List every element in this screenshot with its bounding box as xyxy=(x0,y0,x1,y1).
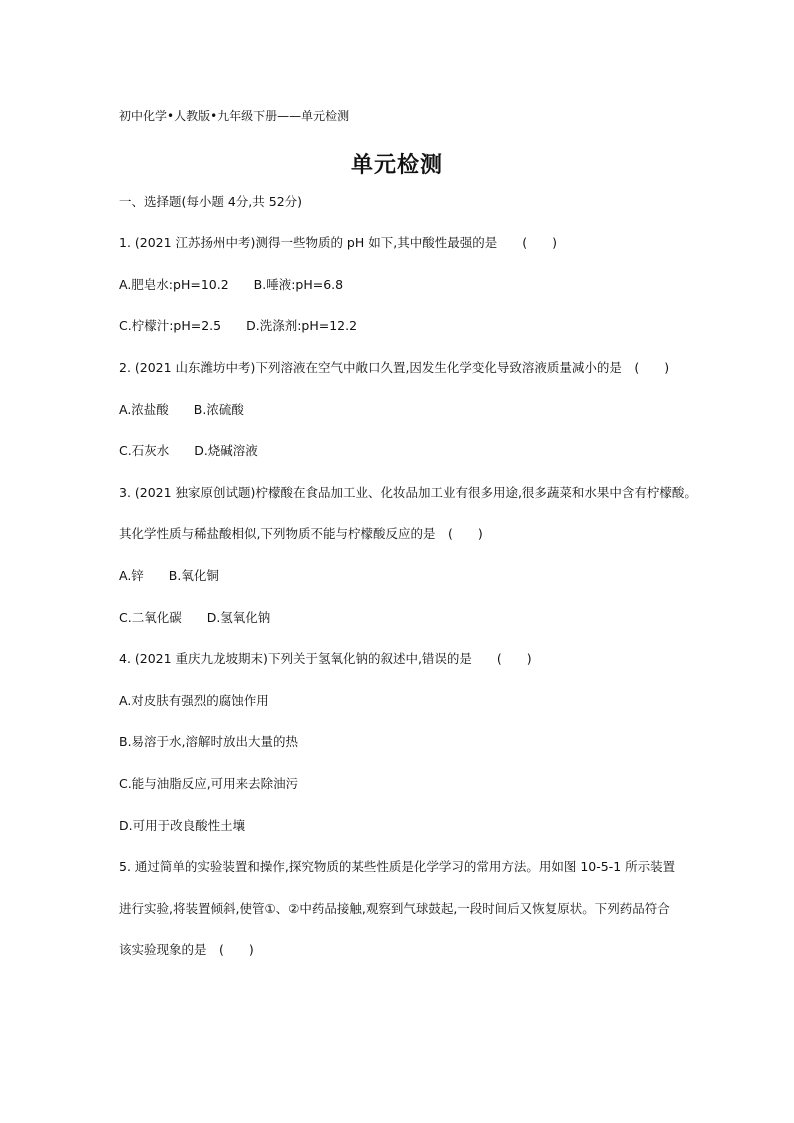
question-1-options-ab: A.肥皂水:pH=10.2 B.唾液:pH=6.8 xyxy=(119,277,344,292)
question-4-option-c: C.能与油脂反应,可用来去除油污 xyxy=(119,776,299,791)
question-2-stem: 2. (2021 山东潍坊中考)下列溶液在空气中敞口久置,因发生化学变化导致溶液质量减小的是 ( ) xyxy=(119,360,670,375)
question-1-stem: 1. (2021 江苏扬州中考)测得一些物质的 pH 如下,其中酸性最强的是 ( ) xyxy=(119,235,557,250)
document-header: 初中化学•人教版•九年级下册——单元检测 xyxy=(119,109,350,123)
question-3-stem-line-1: 3. (2021 独家原创试题)柠檬酸在食品加工业、化妆品加工业有很多用途,很多蔬菜和水果中含有柠檬酸。 xyxy=(119,485,697,500)
question-4-option-d: D.可用于改良酸性土壤 xyxy=(119,818,246,833)
section-heading: 一、选择题(每小题 4分,共 52分) xyxy=(119,194,303,209)
question-2-options-ab: A.浓盐酸 B.浓硫酸 xyxy=(119,402,244,417)
question-2-options-cd: C.石灰水 D.烧碱溶液 xyxy=(119,443,258,458)
question-3-options-cd: C.二氧化碳 D.氢氧化钠 xyxy=(119,610,271,625)
question-4-option-a: A.对皮肤有强烈的腐蚀作用 xyxy=(119,693,269,708)
question-5-stem-line-3: 该实验现象的是 ( ) xyxy=(119,942,254,957)
question-5-stem-line-1: 5. 通过简单的实验装置和操作,探究物质的某些性质是化学学习的常用方法。用如图 10-5-1 所示装置 xyxy=(119,859,676,874)
question-1-options-cd: C.柠檬汁:pH=2.5 D.洗涤剂:pH=12.2 xyxy=(119,318,358,333)
question-5-stem-line-2: 进行实验,将装置倾斜,使管①、②中药品接触,观察到气球鼓起,一段时间后又恢复原状。下列药品符合 xyxy=(119,901,670,916)
question-3-stem-line-2: 其化学性质与稀盐酸相似,下列物质不能与柠檬酸反应的是 ( ) xyxy=(119,526,483,541)
question-4-stem: 4. (2021 重庆九龙坡期末)下列关于氢氧化钠的叙述中,错误的是 ( ) xyxy=(119,651,532,666)
question-4-option-b: B.易溶于水,溶解时放出大量的热 xyxy=(119,734,299,749)
page-title: 单元检测 xyxy=(350,153,443,178)
question-3-options-ab: A.锌 B.氧化铜 xyxy=(119,568,219,583)
